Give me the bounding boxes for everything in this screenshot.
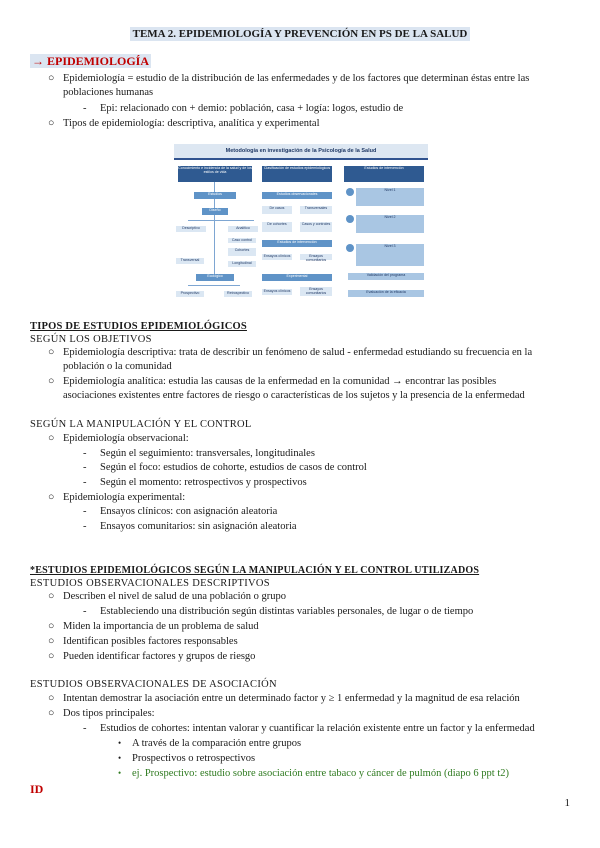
circle-bullet-icon: ○: [48, 433, 55, 444]
subheading: SEGÚN LOS OBJETIVOS: [30, 334, 152, 345]
diagram-box: Estudios de intervención: [262, 240, 332, 247]
diagram-box: De casos: [262, 206, 292, 214]
bullet-text: población o la comunidad: [63, 361, 172, 372]
sub-bullet-text: Epi: relacionado con + demio: población, casa + logía: logos, estudio de: [100, 103, 404, 114]
diagram-box: Diseño: [202, 208, 228, 215]
diagram-box: Ensayos clínicos: [263, 254, 291, 258]
subheading: ESTUDIOS OBSERVACIONALES DESCRIPTIVOS: [30, 578, 270, 589]
methodology-diagram: [174, 140, 428, 302]
bullet-text: asociaciones existentes entre factores de riesgo o características de los sujetos y la presencia de la enfermedad: [63, 390, 525, 401]
bullet-text: Pueden identificar factores y grupos de riesgo: [63, 651, 256, 662]
diagram-box: Evaluación de la eficacia: [348, 290, 424, 297]
diagram-box: Caso control: [228, 238, 256, 243]
diagram-box: Estudios observacionales: [262, 192, 332, 199]
example-text: ej. Prospectivo: estudio sobre asociación entre tabaco y cáncer de pulmón (diapo 6 ppt t2): [132, 768, 510, 779]
dash-bullet-icon: -: [83, 606, 87, 617]
circle-bullet-icon: ○: [48, 651, 55, 662]
id-mark: ID: [30, 782, 44, 796]
diagram-box: Cohortes: [228, 248, 256, 256]
diagram-connector: [188, 220, 254, 221]
bullet-text: Epidemiología analítica: estudia las causas de la enfermedad en la comunidad → encontrar las posibles: [63, 376, 497, 387]
sub-bullet-text: Estableciendo una distribución según distintas variables personales, de lugar o de tiempo: [100, 606, 474, 617]
diagram-box: Analítico: [228, 226, 258, 232]
diagram-box: Ensayos comunitarios: [300, 287, 332, 296]
circle-bullet-icon: ○: [48, 492, 55, 503]
diagram-box: Validación del programa: [348, 273, 424, 280]
diagram-box: Nivel 1: [356, 188, 424, 206]
diagram-box: Conocimiento e incidencia de la salud y de los estilos de vida: [178, 166, 252, 182]
circle-bullet-icon: ○: [48, 347, 55, 358]
dash-bullet-icon: -: [83, 103, 87, 114]
dot-bullet-icon: •: [118, 738, 122, 748]
diagram-box: Longitudinal: [228, 261, 256, 267]
bullet-text: Epidemiología descriptiva: trata de describir un fenómeno de salud - enfermedad estudiando su frecuencia en la: [63, 347, 533, 358]
diagram-box: Nivel 2: [356, 215, 424, 233]
circle-bullet-icon: ○: [48, 73, 55, 84]
diagram-box: Nivel 3: [356, 244, 424, 266]
sub-sub-bullet-text: Prospectivos o retrospectivos: [132, 753, 256, 764]
diagram-connector: [214, 215, 215, 275]
bullet-text: Epidemiología observacional:: [63, 433, 189, 444]
diagram-box: Prospectivo: [176, 291, 204, 297]
bullet-text: Identifican posibles factores responsables: [63, 636, 238, 647]
diagram-connector: [214, 182, 215, 192]
diagram-box: Estudios de intervención: [344, 166, 424, 182]
circle-bullet-icon: ○: [48, 708, 55, 719]
circle-bullet-icon: ○: [48, 636, 55, 647]
diagram-step-icon: [346, 188, 354, 196]
sub-bullet-text: Estudios de cohortes: intentan valorar y cuantificar la relación existente entre un factor y la enfermedad: [100, 723, 535, 734]
sub-bullet-text: Según el momento: retrospectivos y prospectivos: [100, 477, 307, 488]
dash-bullet-icon: -: [83, 462, 87, 473]
diagram-title: Metodología en investigación de la Psicología de la Salud: [174, 144, 428, 160]
circle-bullet-icon: ○: [48, 621, 55, 632]
dash-bullet-icon: -: [83, 521, 87, 532]
circle-bullet-icon: ○: [48, 591, 55, 602]
dot-bullet-icon: •: [118, 768, 122, 778]
circle-bullet-icon: ○: [48, 118, 55, 129]
section-heading-estudios: *ESTUDIOS EPIDEMIOLÓGICOS SEGÚN LA MANIPULACIÓN Y EL CONTROL UTILIZADOS: [30, 565, 480, 576]
diagram-box: Ensayos clínicos: [263, 289, 291, 293]
sub-bullet-text: Según el foco: estudios de cohorte, estudios de casos de control: [100, 462, 367, 473]
page-title: TEMA 2. EPIDEMIOLOGÍA Y PREVENCIÓN EN PS DE LA SALUD: [0, 28, 600, 42]
circle-bullet-icon: ○: [48, 376, 55, 387]
diagram-box: Ensayos comunitarios: [300, 254, 332, 260]
bullet-text: Epidemiología = estudio de la distribución de las enfermedades y de los factores que determinan éstas entre las: [63, 73, 530, 84]
sub-bullet-text: Según el seguimiento: transversales, longitudinales: [100, 448, 315, 459]
section-heading-tipos: TIPOS DE ESTUDIOS EPIDEMIOLÓGICOS: [30, 321, 247, 332]
dash-bullet-icon: -: [83, 448, 87, 459]
bullet-text: Describen el nivel de salud de una población o grupo: [63, 591, 287, 602]
bullet-text: Epidemiología experimental:: [63, 492, 186, 503]
diagram-step-icon: [346, 244, 354, 252]
dot-bullet-icon: •: [118, 753, 122, 763]
diagram-box: Transversales: [300, 206, 332, 214]
page-number: 1: [564, 797, 570, 809]
bullet-text: Tipos de epidemiología: descriptiva, analítica y experimental: [63, 118, 320, 129]
section-heading-epidemiologia: → EPIDEMIOLOGÍA: [32, 54, 150, 68]
diagram-box: Clasificación de estudios epidemiológicos: [262, 166, 332, 182]
sub-bullet-text: Ensayos comunitarios: sin asignación aleatoria: [100, 521, 297, 532]
bullet-text: Intentan demostrar la asociación entre un determinado factor y ≥ 1 enfermedad y la magnitud de esa relación: [63, 693, 520, 704]
diagram-step-icon: [346, 215, 354, 223]
diagram-box: Retrospectivo: [224, 291, 252, 297]
dash-bullet-icon: -: [83, 506, 87, 517]
sub-sub-bullet-text: A través de la comparación entre grupos: [132, 738, 302, 749]
diagram-box: Casos y controles: [300, 222, 332, 232]
diagram-box: Experimental: [262, 274, 332, 281]
diagram-box: Ecológico: [196, 274, 234, 281]
diagram-box: De cohortes: [262, 222, 292, 232]
sub-bullet-text: Ensayos clínicos: con asignación aleatoria: [100, 506, 278, 517]
diagram-box: Descriptivo: [176, 226, 206, 232]
bullet-text: Dos tipos principales:: [63, 708, 155, 719]
bullet-text: Miden la importancia de un problema de salud: [63, 621, 259, 632]
subheading: SEGÚN LA MANIPULACIÓN Y EL CONTROL: [30, 419, 252, 430]
dash-bullet-icon: -: [83, 723, 87, 734]
diagram-connector: [214, 199, 215, 208]
circle-bullet-icon: ○: [48, 693, 55, 704]
diagram-connector: [188, 285, 240, 286]
dash-bullet-icon: -: [83, 477, 87, 488]
subheading: ESTUDIOS OBSERVACIONALES DE ASOCIACIÓN: [30, 679, 277, 690]
bullet-text: poblaciones humanas: [63, 87, 154, 98]
diagram-box: Transversal: [176, 258, 204, 264]
diagram-box: Estudios: [194, 192, 236, 199]
